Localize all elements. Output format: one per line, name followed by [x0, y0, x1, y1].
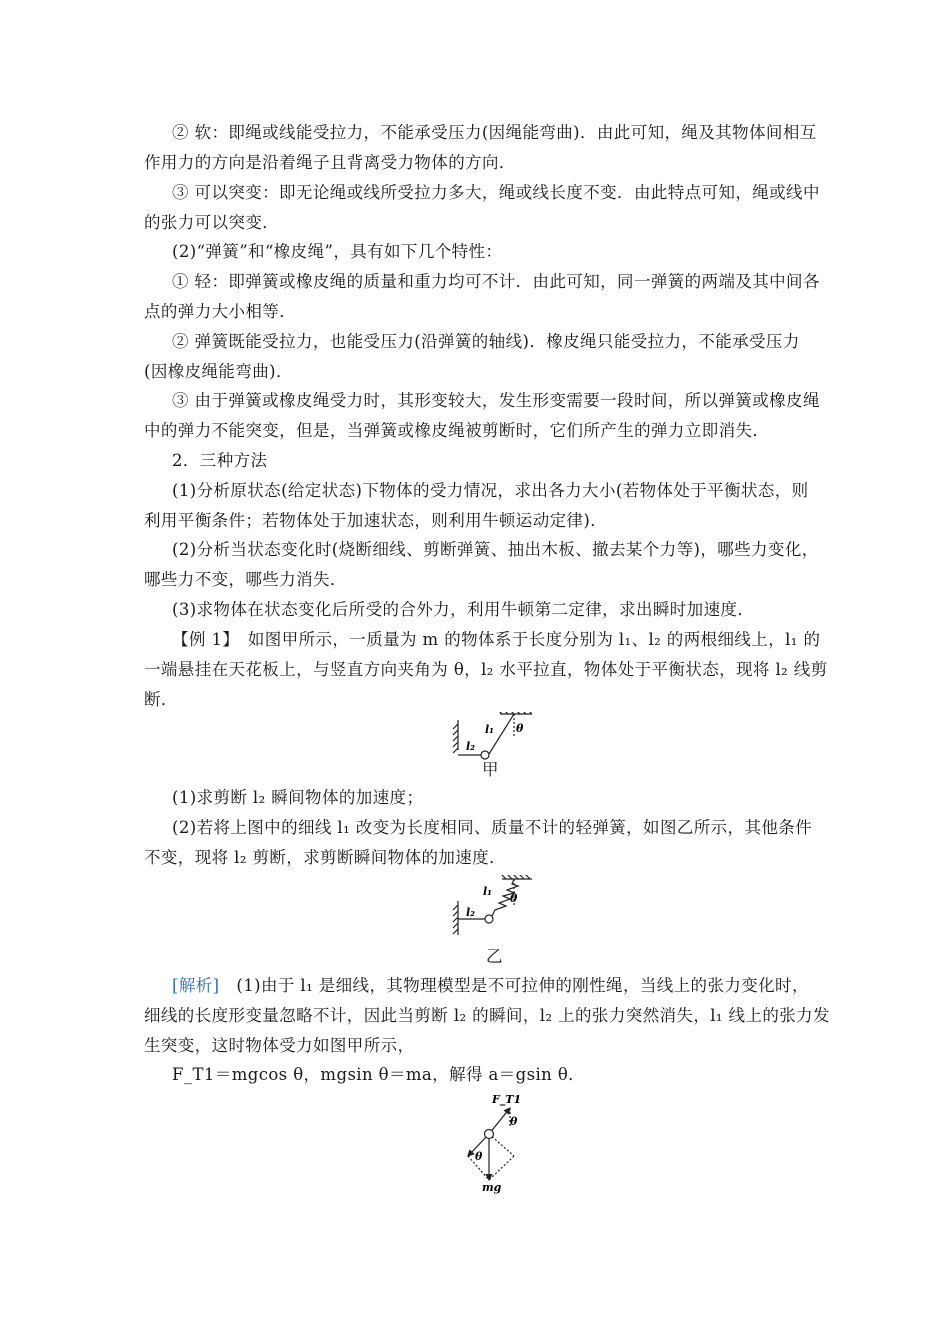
formula-line: F_T1＝mgcos θ，mgsin θ＝ma，解得 a＝gsin θ．	[172, 1065, 586, 1084]
question-2: (2)若将上图中的细线 l₁ 改变为长度相同、质量不计的轻弹簧，如图乙所示，其他条件	[172, 818, 813, 837]
example-line: 【例 1】 如图甲所示，一质量为 m 的物体系于长度分别为 l₁、l₂ 的两根细线上，l₁ 的	[172, 630, 821, 649]
text-line: (2)分析当状态变化时(烧断细线、剪断弹簧、抽出木板、撤去某个力等)，哪些力变化，	[172, 540, 819, 559]
figure-yi	[452, 875, 542, 941]
label-mg: mg	[482, 1181, 502, 1194]
text-line: ③ 由于弹簧或橡皮绳受力时，其形变较大，发生形变需要一段时间，所以弹簧或橡皮绳	[172, 391, 820, 410]
text-line: 一端悬挂在天花板上，与竖直方向夹角为 θ，l₂ 水平拉直，物体处于平衡状态，现将 l₂ 线剪	[144, 660, 828, 679]
label-theta: θ	[475, 1150, 483, 1163]
text-line: 细线的长度形变量忽略不计，因此当剪断 l₂ 的瞬间，l₂ 上的张力突然消失，l₁ 线上的张力发	[144, 1006, 830, 1025]
text-line: 利用平衡条件；若物体处于加速状态，则利用牛顿运动定律)．	[144, 511, 608, 530]
text-line: 断．	[144, 690, 178, 709]
label-l2: l₂	[466, 906, 475, 919]
text-line: 哪些力不变，哪些力消失．	[144, 570, 347, 589]
text-line: ③ 可以突变：即无论绳或线所受拉力多大，绳或线长度不变．由此特点可知，绳或线中	[172, 183, 820, 202]
solution-tag: [解析]	[172, 976, 220, 995]
text-line: 生突变，这时物体受力如图甲所示，	[144, 1036, 415, 1055]
text-line: ② 弹簧既能受拉力，也能受压力(沿弹簧的轴线)．橡皮绳只能受拉力，不能承受压力	[172, 332, 800, 351]
label-theta: θ	[516, 722, 524, 735]
text-line: (因橡皮绳能弯曲)．	[144, 362, 293, 381]
figure-caption-yi: 乙	[486, 947, 503, 966]
figure-force-diagram	[458, 1090, 530, 1194]
question-1: (1)求剪断 l₂ 瞬间物体的加速度；	[172, 788, 424, 807]
text-line: ① 轻：即弹簧或橡皮绳的质量和重力均可不计．由此可知，同一弹簧的两端及其中间各	[172, 272, 820, 291]
section-heading: 2．三种方法	[172, 451, 268, 470]
text-line: 作用力的方向是沿着绳子且背离受力物体的方向．	[144, 153, 516, 172]
text-line: ② 软：即绳或线能受拉力，不能承受压力(因绳能弯曲)．由此可知，绳及其物体间相互	[172, 123, 817, 142]
solution-text: (1)由于 l₁ 是细线，其物理模型是不可拉伸的刚性绳，当线上的张力变化时，	[219, 976, 809, 995]
text-line: (3)求物体在状态变化后所受的合外力，利用牛顿第二定律，求出瞬时加速度．	[172, 600, 755, 619]
text-line: 点的弹力大小相等．	[144, 302, 297, 321]
text-line: (1)分析原状态(给定状态)下物体的受力情况，求出各力大小(若物体处于平衡状态，则	[172, 481, 809, 500]
text-line: 不变，现将 l₂ 剪断，求剪断瞬间物体的加速度．	[144, 848, 506, 867]
solution-line	[172, 975, 809, 997]
label-theta: θ	[510, 1115, 518, 1128]
label-theta: θ	[510, 892, 518, 905]
figure-caption-jia: 甲	[482, 760, 499, 779]
label-l1: l₁	[485, 723, 494, 736]
text-line: 的张力可以突变．	[144, 213, 280, 232]
text-line: (2)“弹簧”和“橡皮绳”，具有如下几个特性：	[172, 242, 503, 261]
text-line: 中的弹力不能突变，但是，当弹簧或橡皮绳被剪断时，它们所产生的弹力立即消失．	[144, 421, 770, 440]
label-ft1: F_T1	[492, 1093, 522, 1106]
label-l2: l₂	[466, 740, 475, 753]
label-l1: l₁	[483, 885, 492, 898]
